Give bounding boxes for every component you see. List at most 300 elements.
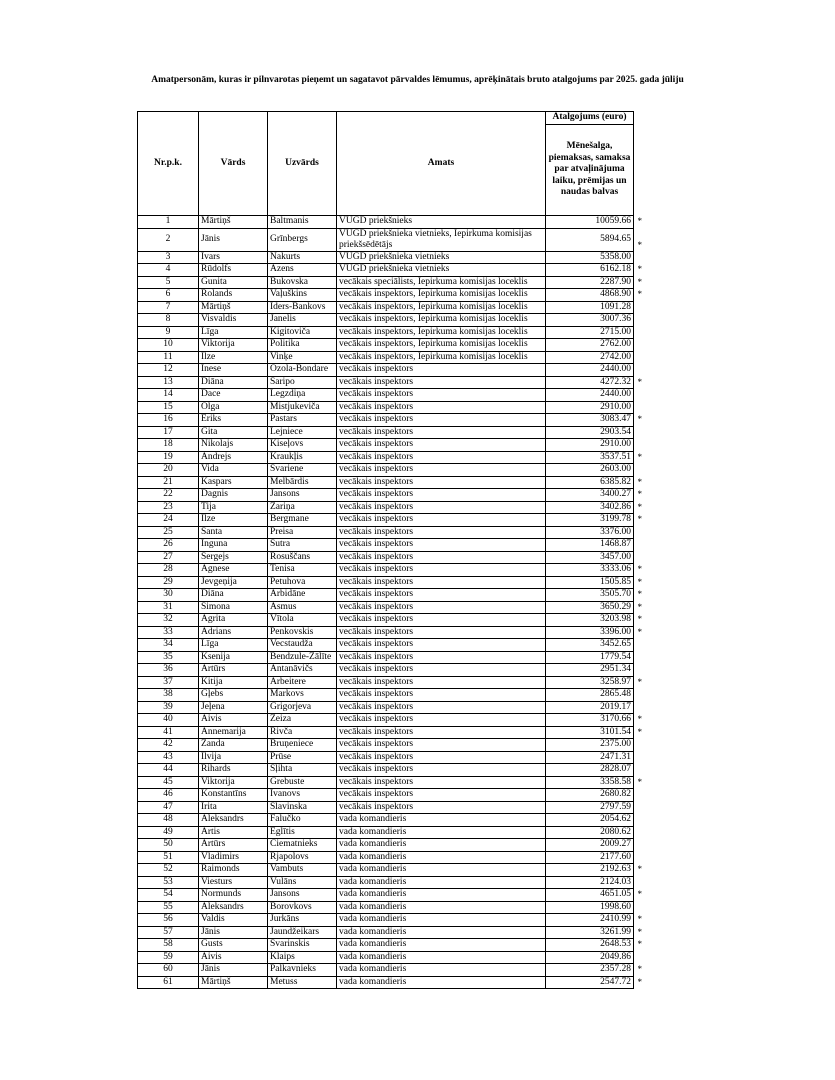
row-amats: vecākais inspektors [337,676,546,689]
row-uzvards: Bergmane [268,514,337,527]
row-vards: Agnese [199,564,268,577]
row-summa [546,526,634,539]
row-amats: vecākais inspektors [337,739,546,752]
row-nr: 31 [138,601,199,614]
row-summa-value: 1779.54 [600,651,631,662]
row-amats: vada komandieris [337,889,546,902]
header-amats: Amats [337,112,546,216]
row-summa [546,276,642,289]
row-summa-value: 3376.00 [600,526,631,537]
row-vards: Ivars [199,251,268,264]
row-summa [546,926,642,939]
row-uzvards: Ivanovs [268,789,337,802]
row-amats: vada komandieris [337,864,546,877]
row-uzvards: Vītola [268,614,337,627]
row-amats: vecākais inspektors [337,701,546,714]
row-footnote-mark: * [637,676,642,687]
salary-table [137,111,642,989]
row-nr: 37 [138,676,199,689]
row-amats: vecākais inspektors [337,426,546,439]
row-vards: Aivis [199,714,268,727]
row-uzvards: Melbārdis [268,476,337,489]
row-amats: vecākais inspektors [337,776,546,789]
row-nr: 54 [138,889,199,902]
row-footnote-mark: * [637,264,642,274]
row-uzvards: Vambuts [268,864,337,877]
table-row [138,876,634,889]
row-vards: Ksenija [199,651,268,664]
row-vards: Aleksandrs [199,814,268,827]
row-summa [546,589,642,602]
row-uzvards: Markovs [268,689,337,702]
row-amats: vecākais inspektors [337,614,546,627]
table-row [138,401,634,414]
row-summa [546,976,642,989]
row-summa-value: 3333.06 [600,564,631,574]
table-row [138,389,634,402]
row-uzvards: Jansons [268,889,337,902]
row-vards: Olga [199,401,268,414]
row-amats: vecākais inspektors [337,401,546,414]
row-vards: Inese [199,364,268,377]
row-footnote-mark: * [637,414,642,424]
row-summa-value: 2357.28 [600,964,631,974]
row-summa [546,376,642,389]
row-summa [546,639,634,652]
row-summa-value: 2797.59 [600,801,631,812]
row-uzvards: Zariņa [268,501,337,514]
row-summa-value: 2742.00 [600,351,631,362]
row-nr: 45 [138,776,199,789]
row-nr: 25 [138,526,199,539]
row-summa-value: 4868.90 [600,289,631,299]
row-footnote-mark: * [637,514,642,524]
row-uzvards: Šaripo [268,376,337,389]
row-summa [546,651,634,664]
row-footnote-mark: * [637,489,642,499]
row-nr: 7 [138,301,199,314]
row-vards: Diāna [199,589,268,602]
row-uzvards: Grīnbergs [268,228,337,251]
row-vards: Kitija [199,676,268,689]
row-amats: vecākais inspektors [337,476,546,489]
row-uzvards: Politika [268,339,337,352]
row-amats: vada komandieris [337,914,546,927]
row-nr: 33 [138,626,199,639]
row-nr: 3 [138,251,199,264]
row-nr: 2 [138,228,199,251]
row-summa-value: 2828.07 [600,764,631,774]
row-vards: Nikolajs [199,439,268,452]
row-nr: 57 [138,926,199,939]
row-summa [546,664,634,677]
row-uzvards: Penkovskis [268,626,337,639]
row-summa [546,464,634,477]
row-summa [546,601,642,614]
row-summa-value: 5358.00 [600,251,631,262]
row-vards: Normunds [199,889,268,902]
row-uzvards: Prūse [268,751,337,764]
row-summa [546,814,634,827]
table-row [138,551,634,564]
row-vards: Gusts [199,939,268,952]
row-summa [546,339,634,352]
row-summa [546,614,642,627]
table-row [138,964,634,977]
row-summa-value: 2009.27 [600,839,631,849]
row-vards: Jevgeņija [199,576,268,589]
row-footnote-mark: * [637,614,642,624]
row-summa [546,314,634,327]
row-amats: vecākais inspektors [337,364,546,377]
row-vards: Santa [199,526,268,539]
row-summa-value: 2471.31 [600,751,631,762]
row-summa-value: 3396.00 [600,626,631,637]
row-amats: vecākais inspektors [337,539,546,552]
table-row [138,739,634,752]
table-row [138,889,634,902]
row-summa [546,576,642,589]
table-row [138,251,634,264]
row-uzvards: Arbidāne [268,589,337,602]
row-uzvards: Kiseļovs [268,439,337,452]
row-amats: vada komandieris [337,851,546,864]
row-vards: Aivis [199,951,268,964]
row-vards: Inguna [199,539,268,552]
row-summa-value: 6385.82 [600,476,631,487]
row-summa-value: 3203.98 [600,614,631,624]
row-amats: vada komandieris [337,876,546,889]
row-footnote-mark: * [637,776,642,787]
row-uzvards: Mistjukeviča [268,401,337,414]
row-uzvards: Bendzule-Zālīte [268,651,337,664]
header-summa: Mēnešalga, piemaksas, samaksa par atvaļinājuma laiku, prēmijas un naudas balvas [546,124,634,215]
row-summa [546,514,642,527]
row-summa [546,776,642,789]
row-uzvards: Rivča [268,726,337,739]
row-amats: vecākais inspektors, Iepirkuma komisijas loceklis [337,326,546,339]
row-uzvards: Sutra [268,539,337,552]
row-summa [546,751,634,764]
row-summa [546,389,634,402]
table-row [138,476,634,489]
row-amats: vada komandieris [337,901,546,914]
row-vards: Annemarija [199,726,268,739]
row-summa [546,726,642,739]
row-summa [546,551,634,564]
table-row [138,839,634,852]
row-summa-value: 1091.28 [600,301,631,312]
row-nr: 4 [138,264,199,277]
row-uzvards: Slavinska [268,801,337,814]
row-nr: 30 [138,589,199,602]
row-vards: Jeļena [199,701,268,714]
table-row [138,789,634,802]
row-summa [546,451,642,464]
row-summa-value: 3199.78 [600,514,631,524]
row-amats: VUGD priekšnieka vietnieks, Iepirkuma komisijas priekšsēdētājs [337,228,546,251]
row-vards: Rihards [199,764,268,777]
row-nr: 5 [138,276,199,289]
row-amats: vecākais inspektors [337,639,546,652]
table-row [138,351,634,364]
row-summa-value: 3457.00 [600,551,631,562]
row-uzvards: Eglītis [268,826,337,839]
row-nr: 24 [138,514,199,527]
row-summa-value: 3650.29 [600,601,631,612]
row-nr: 38 [138,689,199,702]
row-summa-value: 2762.00 [600,339,631,349]
row-summa-value: 6162.18 [600,264,631,274]
row-footnote-mark: * [637,864,642,874]
row-summa [546,228,642,251]
row-footnote-mark: * [637,626,642,637]
header-vards: Vārds [199,112,268,216]
table-row [138,589,634,602]
table-row [138,339,634,352]
row-summa [546,414,642,427]
table-row [138,376,634,389]
row-amats: vecākais inspektors, Iepirkuma komisijas loceklis [337,301,546,314]
row-summa [546,264,642,277]
row-footnote-mark: * [637,889,642,899]
row-amats: vecākais inspektors, Iepirkuma komisijas loceklis [337,351,546,364]
row-vards: Jānis [199,926,268,939]
row-footnote-mark: * [637,564,642,574]
row-uzvards: Janelis [268,314,337,327]
row-vards: Dace [199,389,268,402]
row-uzvards: Borovkovs [268,901,337,914]
row-amats: vecākais inspektors [337,389,546,402]
row-vards: Sergejs [199,551,268,564]
row-summa [546,539,634,552]
table-row [138,276,634,289]
row-summa-value: 2865.48 [600,689,631,699]
row-uzvards: Rjapolovs [268,851,337,864]
row-summa [546,626,642,639]
row-summa-value: 2440.00 [600,364,631,374]
row-footnote-mark: * [637,276,642,287]
row-summa-value: 3170.66 [600,714,631,724]
row-summa [546,901,634,914]
table-row [138,601,634,614]
row-uzvards: Vulāns [268,876,337,889]
table-row [138,751,634,764]
row-nr: 48 [138,814,199,827]
row-summa [546,351,634,364]
row-vards: Ilze [199,514,268,527]
row-summa-value: 1998.60 [600,901,631,912]
row-vards: Rūdolfs [199,264,268,277]
row-vards: Artūrs [199,839,268,852]
row-vards: Līga [199,639,268,652]
row-summa-value: 2648.53 [600,939,631,949]
row-amats: vecākais inspektors [337,601,546,614]
table-row [138,414,634,427]
row-vards: Artūrs [199,664,268,677]
row-vards: Mārtiņš [199,976,268,989]
row-vards: Mārtiņš [199,216,268,229]
row-uzvards: Nakurts [268,251,337,264]
table-row [138,864,634,877]
row-summa [546,401,634,414]
table-row [138,514,634,527]
row-vards: Andrejs [199,451,268,464]
row-summa [546,701,634,714]
table-row [138,501,634,514]
table-row [138,801,634,814]
document-title: Amatpersonām, kuras ir pilnvarotas pieņemt un sagatavot pārvaldes lēmumus, aprēķinātais bruto atalgojums par 2025. gada jūliju [151,75,684,85]
row-amats: vecākais inspektors [337,414,546,427]
row-vards: Irita [199,801,268,814]
row-nr: 34 [138,639,199,652]
row-amats: vada komandieris [337,976,546,989]
row-nr: 29 [138,576,199,589]
row-nr: 26 [138,539,199,552]
row-summa-value: 2287.90 [600,276,631,287]
row-summa [546,216,642,229]
row-vards: Raimonds [199,864,268,877]
row-summa-value: 2177.60 [600,851,631,862]
row-amats: vecākais inspektors [337,464,546,477]
row-summa-value: 2547.72 [600,976,631,987]
row-summa [546,939,642,952]
row-summa [546,864,642,877]
row-vards: Viesturs [199,876,268,889]
table-row [138,826,634,839]
table-row [138,901,634,914]
row-summa [546,914,642,927]
table-row [138,651,634,664]
row-vards: Gita [199,426,268,439]
row-vards: Dagnis [199,489,268,502]
row-summa-value: 3537.51 [600,451,631,462]
row-summa-value: 4651.05 [600,889,631,899]
table-row [138,289,634,302]
row-amats: VUGD priekšnieks [337,216,546,229]
row-vards: Gunita [199,276,268,289]
row-uzvards: Iders-Bankovs [268,301,337,314]
table-row [138,614,634,627]
table-row [138,926,634,939]
row-nr: 22 [138,489,199,502]
table-body [138,216,642,989]
table-row [138,626,634,639]
row-summa-value: 1468.87 [600,539,631,549]
row-amats: vecākais inspektors [337,501,546,514]
row-footnote-mark: * [637,714,642,724]
row-vards: Diāna [199,376,268,389]
row-uzvards: Zeiza [268,714,337,727]
row-uzvards: Šļihta [268,764,337,777]
row-amats: VUGD priekšnieka vietnieks [337,251,546,264]
row-nr: 59 [138,951,199,964]
row-vards: Viktorija [199,776,268,789]
row-summa [546,426,634,439]
row-summa [546,889,642,902]
row-summa-value: 1505.85 [600,576,631,587]
row-amats: vecākais inspektors [337,451,546,464]
row-uzvards: Jurkāns [268,914,337,927]
row-summa [546,564,642,577]
row-footnote-mark: * [637,976,642,987]
row-uzvards: Legzdiņa [268,389,337,402]
row-summa-value: 2680.82 [600,789,631,799]
row-nr: 35 [138,651,199,664]
row-nr: 23 [138,501,199,514]
row-amats: vecākais inspektors [337,589,546,602]
row-summa [546,289,642,302]
row-summa-value: 3083.47 [600,414,631,424]
row-summa-value: 2715.00 [600,326,631,337]
row-amats: vecākais inspektors [337,651,546,664]
row-summa [546,739,634,752]
row-summa [546,851,634,864]
row-vards: Jānis [199,228,268,251]
row-summa-value: 2192.63 [600,864,631,874]
row-summa-value: 2603.00 [600,464,631,474]
row-amats: vecākais inspektors [337,801,546,814]
row-summa-value: 2951.34 [600,664,631,674]
row-amats: vecākais inspektors [337,664,546,677]
row-uzvards: Svarinskis [268,939,337,952]
row-footnote-mark: * [637,589,642,599]
row-uzvards: Tenisa [268,564,337,577]
row-vards: Jānis [199,964,268,977]
row-amats: vada komandieris [337,951,546,964]
row-vards: Konstantīns [199,789,268,802]
row-uzvards: Lejniece [268,426,337,439]
table-row [138,539,634,552]
row-uzvards: Falučko [268,814,337,827]
row-uzvards: Asmus [268,601,337,614]
row-uzvards: Klaips [268,951,337,964]
row-nr: 13 [138,376,199,389]
row-amats: vecākais inspektors [337,764,546,777]
row-nr: 1 [138,216,199,229]
row-vards: Līga [199,326,268,339]
row-vards: Gļebs [199,689,268,702]
row-vards: Ilvija [199,751,268,764]
row-amats: vecākais inspektors [337,489,546,502]
table-row [138,714,634,727]
row-uzvards: Arbeitere [268,676,337,689]
row-amats: vecākais inspektors [337,551,546,564]
row-nr: 15 [138,401,199,414]
row-nr: 11 [138,351,199,364]
row-amats: vecākais speciālists, Iepirkuma komisijas loceklis [337,276,546,289]
row-nr: 49 [138,826,199,839]
row-nr: 51 [138,851,199,864]
row-summa-value: 2049.86 [600,951,631,962]
row-summa [546,439,634,452]
row-nr: 9 [138,326,199,339]
row-amats: vecākais inspektors [337,439,546,452]
row-summa-value: 3258.97 [600,676,631,687]
row-summa-value: 3505.70 [600,589,631,599]
row-summa [546,489,642,502]
row-nr: 53 [138,876,199,889]
row-amats: vada komandieris [337,926,546,939]
row-uzvards: Švariene [268,464,337,477]
table-row [138,764,634,777]
row-uzvards: Antanāvičs [268,664,337,677]
row-amats: VUGD priekšnieka vietnieks [337,264,546,277]
row-summa-value: 2054.62 [600,814,631,824]
row-nr: 39 [138,701,199,714]
row-summa-value: 2124.03 [600,876,631,887]
row-footnote-mark: * [637,914,642,924]
